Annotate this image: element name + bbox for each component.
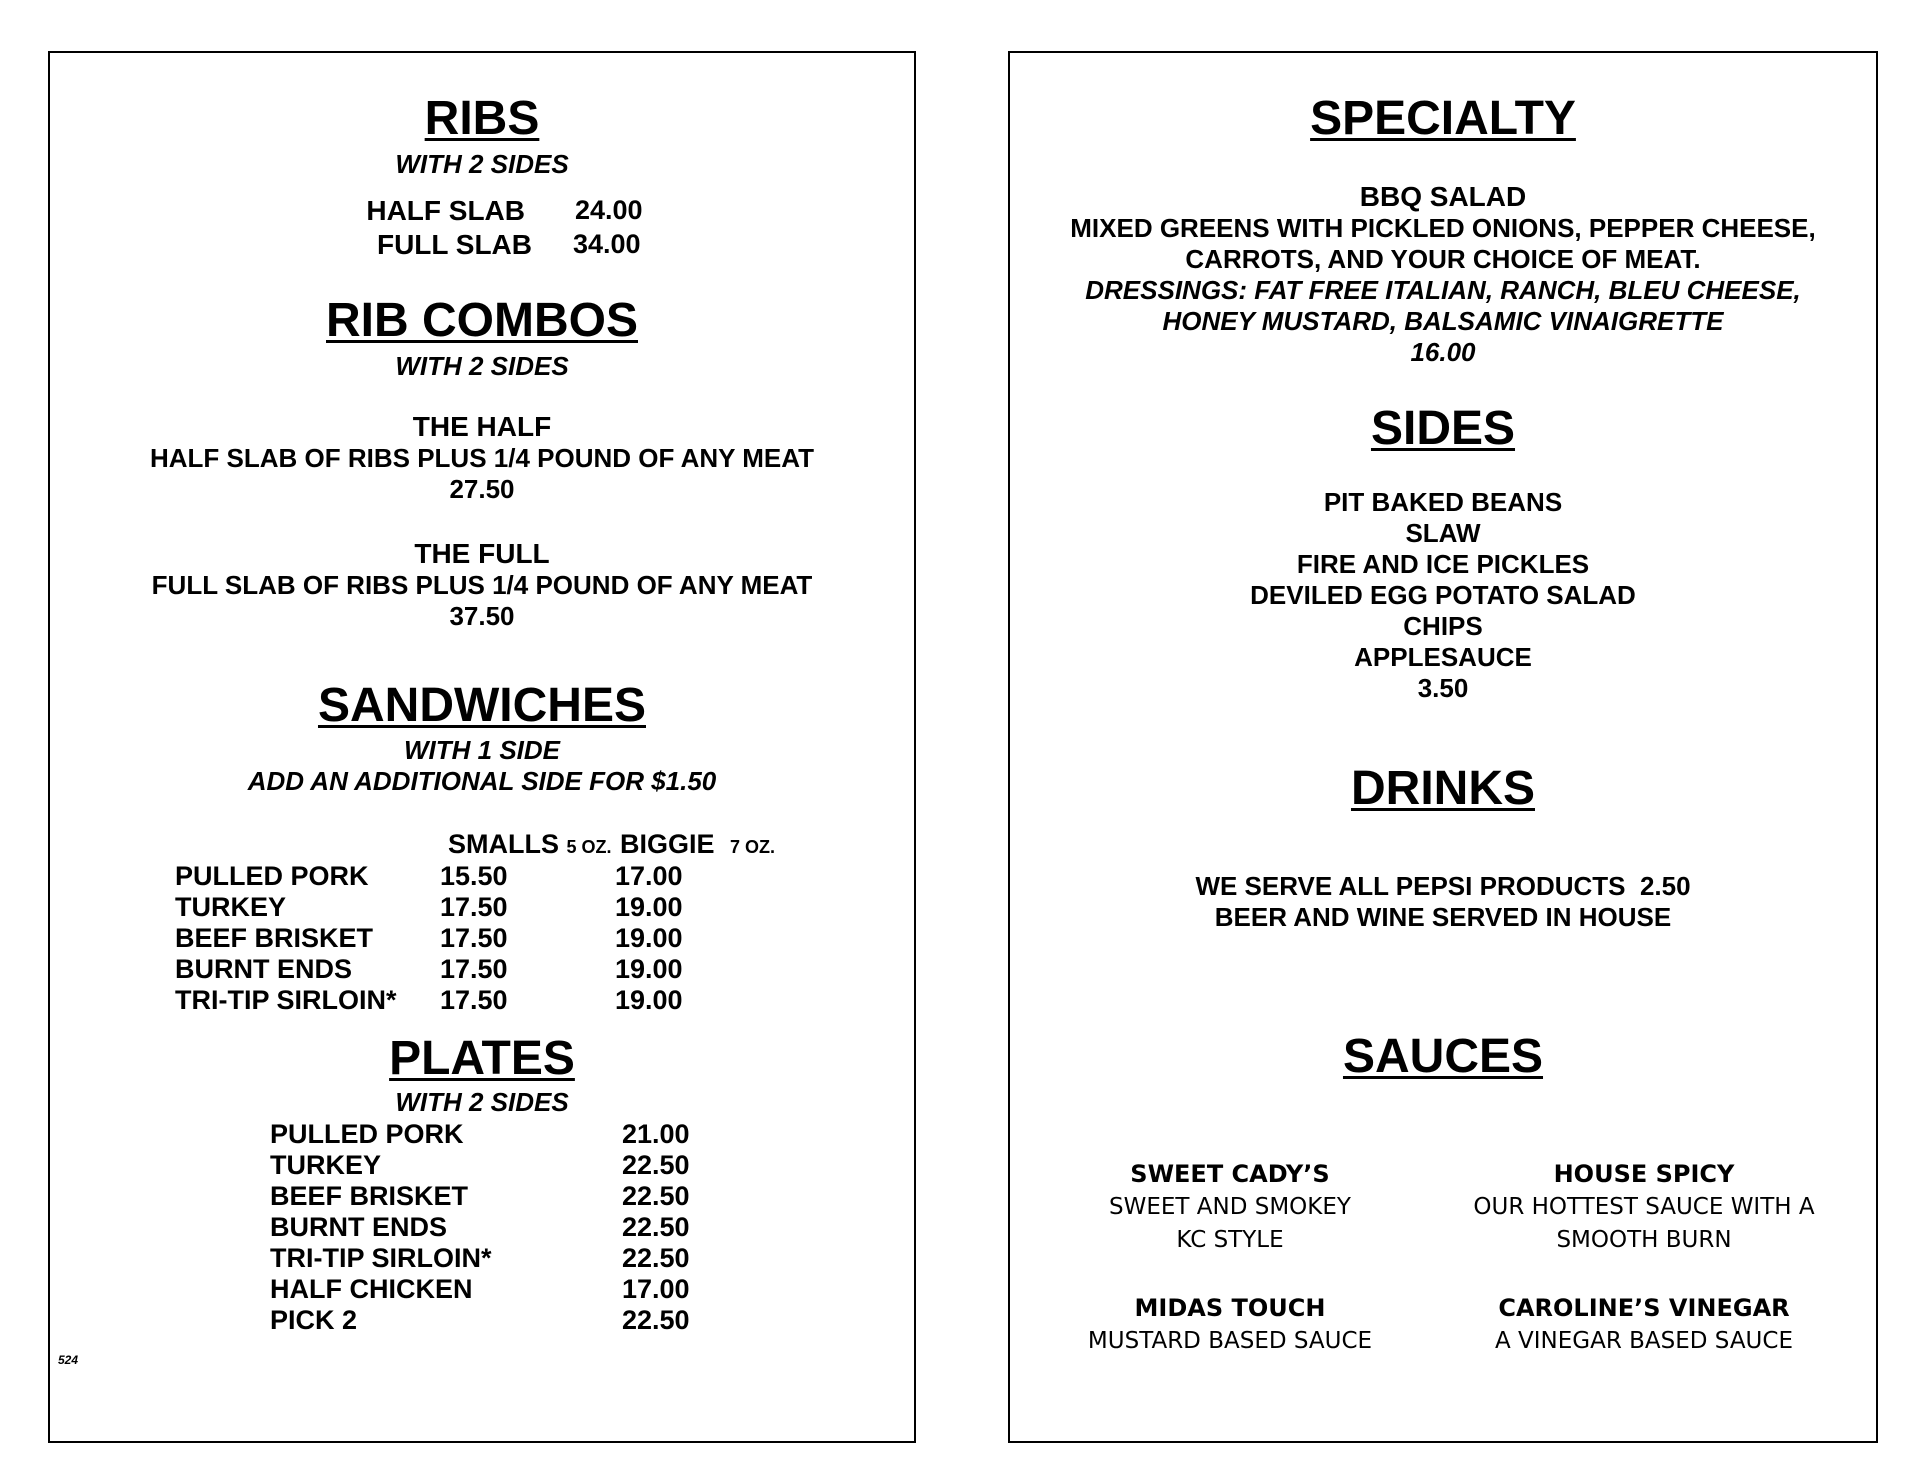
combo-price: 27.50 — [449, 474, 515, 504]
specialty-price: 16.00 — [1410, 337, 1476, 367]
ribs-item-price: 24.00 — [575, 195, 643, 225]
specialty-dressings-line: HONEY MUSTARD, BALSAMIC VINAIGRETTE — [1162, 306, 1724, 336]
combo-price: 37.50 — [449, 601, 515, 631]
sandwich-small-price: 15.50 — [440, 861, 508, 891]
biggie-label: BIGGIE — [620, 829, 715, 859]
smalls-unit: 5 OZ. — [566, 837, 612, 857]
menu-page-right — [1008, 51, 1878, 1443]
sandwich-big-price: 19.00 — [615, 954, 683, 984]
sandwiches-subheading: WITH 1 SIDE — [403, 735, 560, 765]
sides-price: 3.50 — [1417, 673, 1469, 703]
combo-title: THE HALF — [412, 411, 552, 442]
side-item: CHIPS — [1403, 611, 1483, 641]
plate-price: 22.50 — [622, 1150, 690, 1180]
side-item: FIRE AND ICE PICKLES — [1296, 549, 1590, 579]
plates-subheading: WITH 2 SIDES — [395, 1087, 569, 1117]
sauce-description: A VINEGAR BASED SAUCE — [1494, 1328, 1793, 1354]
sauce-item — [1020, 1157, 1440, 1257]
sauce-item — [1434, 1157, 1854, 1257]
specialty-item-title: BBQ SALAD — [1359, 181, 1527, 212]
combo-description: HALF SLAB OF RIBS PLUS 1/4 POUND OF ANY MEAT — [149, 443, 814, 473]
sandwich-small-price: 17.50 — [440, 954, 508, 984]
sandwich-small-price: 17.50 — [440, 985, 508, 1015]
ribs-subheading: WITH 2 SIDES — [395, 149, 569, 179]
drinks-line: BEER AND WINE SERVED IN HOUSE — [1214, 902, 1672, 932]
specialty-heading: SPECIALTY — [1310, 92, 1576, 145]
plates-heading: PLATES — [389, 1032, 575, 1085]
sandwiches-heading: SANDWICHES — [317, 679, 646, 732]
plate-name: TURKEY — [270, 1150, 382, 1180]
sandwich-big-price: 19.00 — [615, 985, 683, 1015]
biggie-column-header — [620, 829, 775, 863]
sandwich-name: PULLED PORK — [175, 861, 369, 891]
plate-name: BURNT ENDS — [270, 1212, 448, 1242]
specialty-description-line: CARROTS, AND YOUR CHOICE OF MEAT. — [1185, 244, 1701, 274]
side-item: DEVILED EGG POTATO SALAD — [1250, 580, 1636, 610]
sauce-name: SWEET CADY’S — [1130, 1160, 1330, 1188]
sandwich-big-price: 19.00 — [615, 923, 683, 953]
ribs-item-price: 34.00 — [573, 229, 641, 259]
rib-combos-heading: RIB COMBOS — [326, 294, 638, 347]
sandwich-small-price: 17.50 — [440, 892, 508, 922]
side-item: SLAW — [1405, 518, 1481, 548]
biggie-unit: 7 OZ. — [730, 837, 776, 857]
combo-title: THE FULL — [414, 538, 550, 569]
sauce-description: KC STYLE — [1176, 1227, 1284, 1253]
sauce-description: OUR HOTTEST SAUCE WITH A — [1473, 1194, 1815, 1220]
sauce-item — [1020, 1291, 1440, 1358]
sauce-item — [1434, 1291, 1854, 1358]
smalls-label: SMALLS — [448, 829, 559, 859]
combo-description: FULL SLAB OF RIBS PLUS 1/4 POUND OF ANY MEAT — [151, 570, 813, 600]
plate-name: PICK 2 — [270, 1305, 358, 1335]
specialty-dressings-line: DRESSINGS: FAT FREE ITALIAN, RANCH, BLEU CHEESE, — [1085, 275, 1801, 305]
ribs-item-name: HALF SLAB — [366, 195, 525, 226]
side-item: APPLESAUCE — [1354, 642, 1532, 672]
side-item: PIT BAKED BEANS — [1323, 487, 1563, 517]
plate-price: 22.50 — [622, 1212, 690, 1242]
plate-name: PULLED PORK — [270, 1119, 464, 1149]
ribs-item-name: FULL SLAB — [376, 229, 532, 260]
sandwich-name: BURNT ENDS — [175, 954, 353, 984]
page-number: 524 — [58, 1353, 79, 1367]
plate-name: BEEF BRISKET — [270, 1181, 469, 1211]
menu-page-left — [48, 51, 916, 1443]
sandwich-small-price: 17.50 — [440, 923, 508, 953]
plate-name: HALF CHICKEN — [270, 1274, 473, 1304]
specialty-description-line: MIXED GREENS WITH PICKLED ONIONS, PEPPER CHEESE, — [1070, 213, 1816, 243]
sandwich-name: TURKEY — [175, 892, 287, 922]
sandwich-name: TRI-TIP SIRLOIN* — [175, 985, 397, 1015]
plate-price: 22.50 — [622, 1305, 690, 1335]
sauce-name: CAROLINE’S VINEGAR — [1498, 1294, 1790, 1322]
sauces-heading: SAUCES — [1342, 1030, 1544, 1083]
sauce-description: MUSTARD BASED SAUCE — [1087, 1328, 1373, 1354]
sauce-description: SWEET AND SMOKEY — [1109, 1194, 1351, 1220]
sauce-name: MIDAS TOUCH — [1134, 1294, 1326, 1322]
drinks-heading: DRINKS — [1350, 762, 1535, 815]
plate-price: 21.00 — [622, 1119, 690, 1149]
sandwiches-additional-side-note: ADD AN ADDITIONAL SIDE FOR $1.50 — [247, 766, 717, 796]
rib-combos-subheading: WITH 2 SIDES — [395, 351, 569, 381]
plate-name: TRI-TIP SIRLOIN* — [270, 1243, 492, 1273]
sandwich-big-price: 17.00 — [615, 861, 683, 891]
sauce-name: HOUSE SPICY — [1553, 1160, 1735, 1188]
sides-heading: SIDES — [1370, 402, 1516, 455]
sandwich-big-price: 19.00 — [615, 892, 683, 922]
drinks-line: WE SERVE ALL PEPSI PRODUCTS 2.50 — [1195, 871, 1691, 901]
plate-price: 17.00 — [622, 1274, 690, 1304]
sandwich-name: BEEF BRISKET — [175, 923, 374, 953]
plate-price: 22.50 — [622, 1243, 690, 1273]
ribs-heading: RIBS — [424, 92, 540, 145]
smalls-column-header — [448, 829, 612, 863]
sauce-description: SMOOTH BURN — [1556, 1227, 1732, 1253]
plate-price: 22.50 — [622, 1181, 690, 1211]
